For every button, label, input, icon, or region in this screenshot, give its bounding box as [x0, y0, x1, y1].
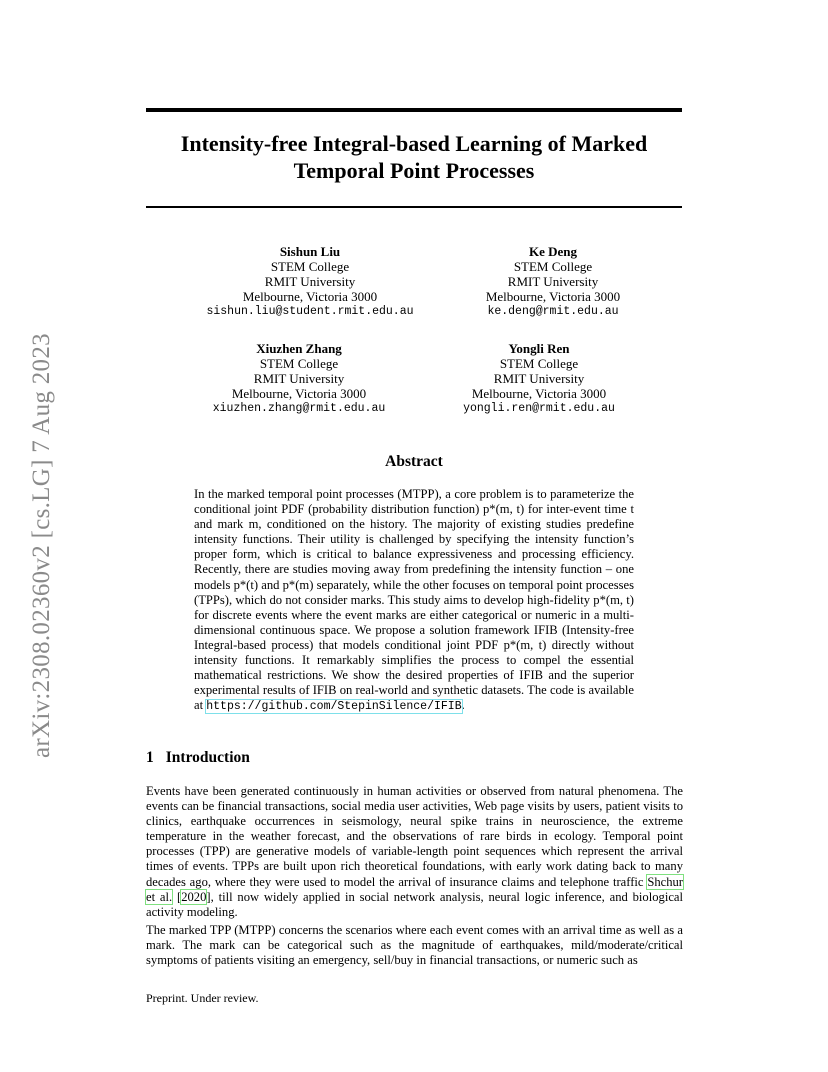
author-dept: STEM College: [270, 259, 350, 274]
section-title: Introduction: [165, 749, 250, 766]
abstract-text: In the marked temporal point processes (MTPP), a core problem is to parameterize the conditional joint PDF (probability distribution function) p*(m, t) for inter-event time t and mark m, conditioned on the history. The majority of existing studies predefine intensity functions. Their utility is challenged by specifying the intensity function’s proper form, which is critical to balance expressiveness and processing efficiency. Recently, there are studies moving away from predefining the intensity function – one models p*(t) and p*(m) separately, while the other focuses on temporal point processes (TPPs), which do not consider marks. This study aims to develop high-fidelity p*(m, t) for discrete events where the event marks are either categorical or numeric in a multi-dimensional continuous space. We propose a solution framework IFIB (Intensity-free Integral-based process) that models conditional joint PDF p*(m, t) directly without intensity functions. It remarkably simplifies the process to compel the essential mathematical restrictions. We show the desired properties of IFIB and the superior experimental results of IFIB on real-world and synthetic datasets. The code is available at: [194, 487, 634, 713]
intro-paragraph-1: Events have been generated continuously in human activities or observed from natural phenomena. The events can be financial transactions, social media user activities, Web page visits by users, patient visits to clinics, earthquake occurrences in seismology, neural spike trains in neuroscience, the extreme temperature in the weather forecast, and the observations of rare birds in ecology. Temporal point processes (TPP) are generative models of variable-length point sequences which represent the arrival times of events. TPPs are built upon rich theoretical foundations, with early work dating back to many decades ago, where they were used to model the arrival of insurance claims and telephone traffic Shchur et al. [2020], till now widely applied in social network analysis, neural logic inference, and biological activity modeling.: [146, 784, 683, 919]
section-heading-introduction: [146, 749, 250, 767]
author-name: Sishun Liu: [279, 244, 341, 259]
intro-p1-text: Events have been generated continuously in human activities or observed from natural phenomena. The events can be financial transactions, social media user activities, Web page visits by users, patient visits to clinics, earthquake occurrences in seismology, neural spike trains in neuroscience, the extreme temperature in the weather forecast, and the observations of rare birds in ecology. Temporal point processes (TPP) are generative models of variable-length point sequences which represent the arrival times of events. TPPs are built upon rich theoretical foundations, with early work dating back to many decades ago, where they were used to model the arrival of insurance claims and telephone traffic: [146, 784, 683, 889]
citation-author-link[interactable]: Shchur et al.: [146, 874, 683, 904]
author-email[interactable]: ke.deng@rmit.edu.au: [487, 305, 619, 318]
author-name: Yongli Ren: [508, 341, 570, 356]
title-line-2: Temporal Point Processes: [293, 158, 535, 183]
author-univ: RMIT University: [507, 274, 599, 289]
author-univ: RMIT University: [493, 371, 585, 386]
abstract-text-end: .: [461, 698, 465, 713]
footer-note: Preprint. Under review.: [146, 991, 259, 1005]
author-city: Melbourne, Victoria 3000: [231, 386, 367, 401]
author-univ: RMIT University: [264, 274, 356, 289]
author-city: Melbourne, Victoria 3000: [485, 289, 621, 304]
author-name: Ke Deng: [528, 244, 578, 259]
author-dept: STEM College: [513, 259, 593, 274]
author-block: [423, 244, 683, 319]
abstract-body: [194, 487, 634, 714]
author-city: Melbourne, Victoria 3000: [471, 386, 607, 401]
author-city: Melbourne, Victoria 3000: [242, 289, 378, 304]
author-email[interactable]: yongli.ren@rmit.edu.au: [463, 402, 615, 415]
author-email[interactable]: xiuzhen.zhang@rmit.edu.au: [212, 402, 386, 415]
code-link[interactable]: https://github.com/StepinSilence/IFIB: [206, 700, 462, 714]
title-rule-top: [146, 108, 682, 112]
author-block: [180, 244, 440, 319]
author-block: [169, 341, 429, 416]
arxiv-sidebar: [22, 288, 62, 758]
author-dept: STEM College: [259, 356, 339, 371]
section-number: 1: [146, 749, 154, 766]
author-dept: STEM College: [499, 356, 579, 371]
title-line-1: Intensity-free Integral-based Learning of Marked: [180, 131, 648, 156]
intro-p1-text-end: , till now widely applied in social network analysis, neural logic inference, and biological activity modeling.: [146, 889, 683, 919]
paper-title: [146, 130, 682, 184]
author-univ: RMIT University: [253, 371, 345, 386]
arxiv-id-stamp: arXiv:2308.02360v2 [cs.LG] 7 Aug 2023: [28, 333, 55, 758]
author-block: [409, 341, 669, 416]
abstract-heading: Abstract: [385, 453, 443, 470]
author-email[interactable]: sishun.liu@student.rmit.edu.au: [206, 305, 414, 318]
citation-year-link[interactable]: 2020: [181, 889, 207, 904]
author-name: Xiuzhen Zhang: [256, 341, 342, 356]
title-rule-bottom: [146, 206, 682, 208]
intro-paragraph-2: The marked TPP (MTPP) concerns the scenarios where each event comes with an arrival time as well as a mark. The mark can be categorical such as the magnitude of earthquakes, mild/moderate/critical symptoms of patients visiting an emergency, sell/buy in financial transactions, or numeric such as: [146, 923, 683, 968]
